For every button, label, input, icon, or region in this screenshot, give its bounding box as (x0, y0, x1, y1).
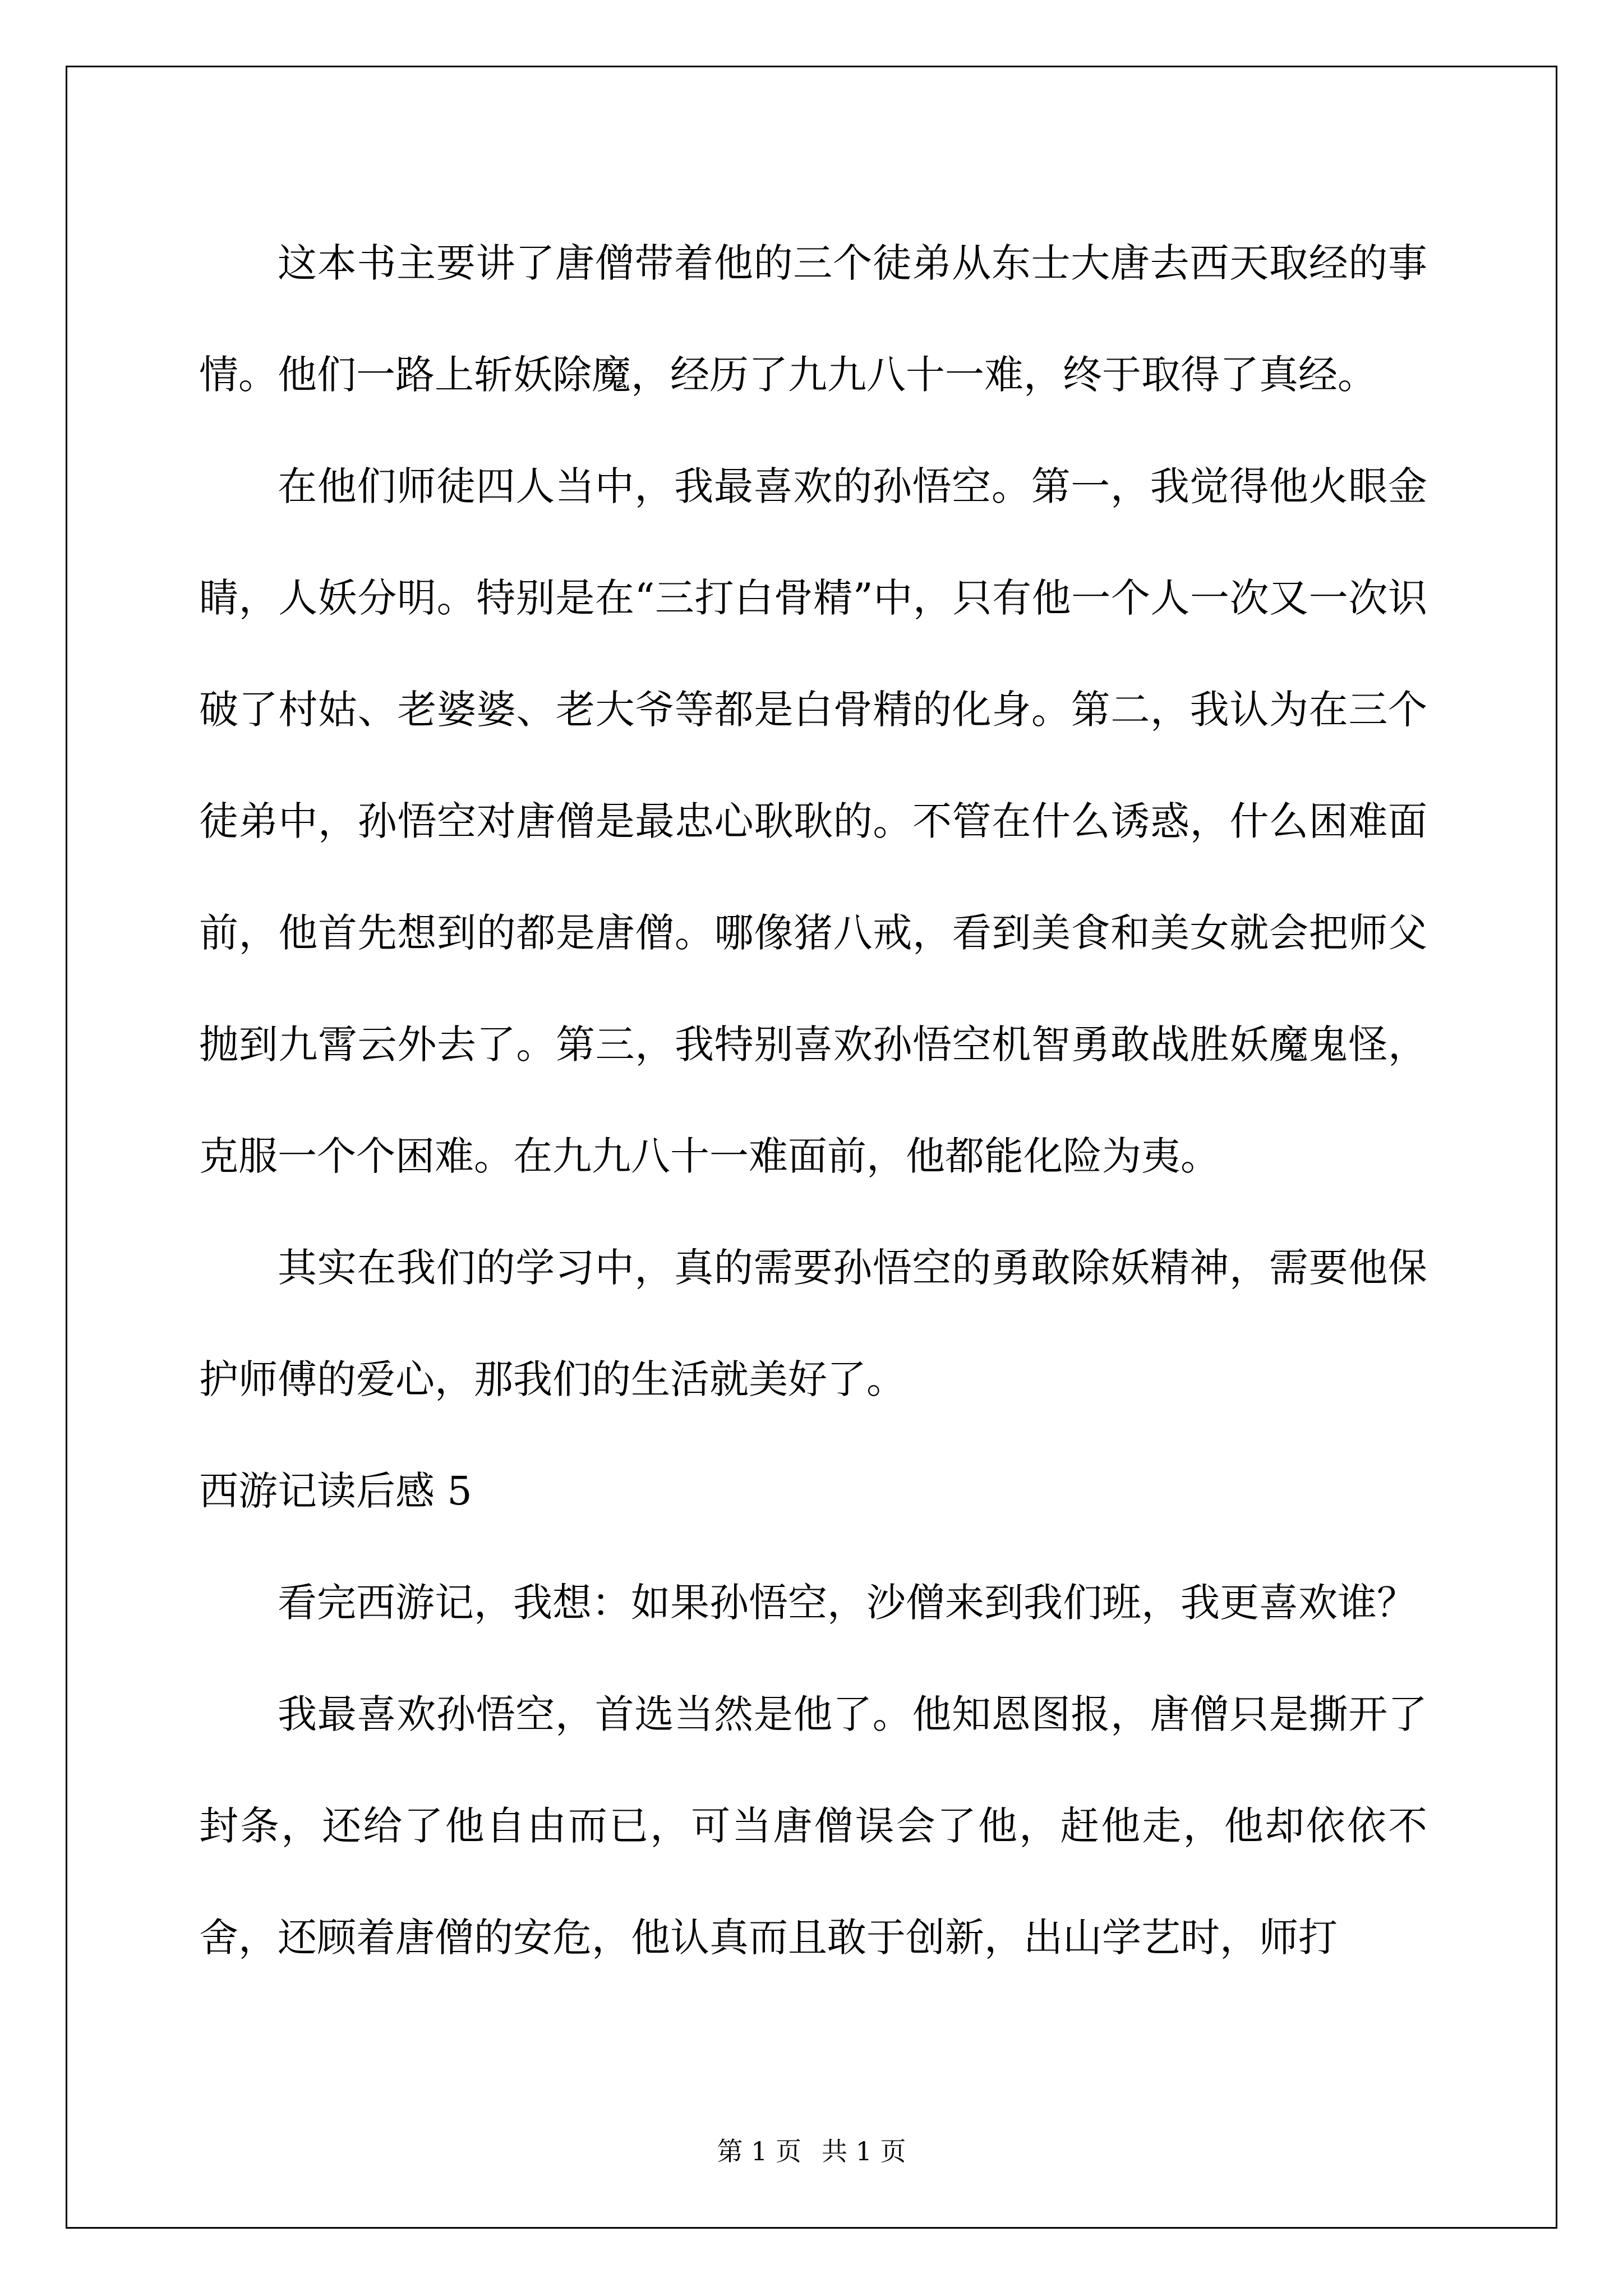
paragraph: 我最喜欢孙悟空，首选当然是他了。他知恩图报，唐僧只是撕开了封条，还给了他自由而已，可当唐僧误会了他，赶他走，他却依依不舍，还顾着唐僧的安危，他认真而且敢于创新，出山学艺时，师打 (199, 1691, 1427, 1961)
page-number: 第 1 页 (717, 2136, 801, 2166)
section-title: 西游记读后感 5 (199, 1468, 472, 1514)
paragraph: 看完西游记，我想：如果孙悟空，沙僧来到我们班，我更喜欢谁？ (278, 1580, 1416, 1626)
paragraph: 在他们师徒四人当中，我最喜欢的孙悟空。第一，我觉得他火眼金睛，人妖分明。特别是在“三打白骨精”中，只有他一个人一次又一次识破了村姑、老婆婆、老大爷等都是白骨精的化身。第二，我认为在三个徒弟中，孙悟空对唐僧是最忠心耿耿的。不管在什么诱惑，什么困难面前，他首先想到的都是唐僧。哪像猪八戒，看到美食和美女就会把师父抛到九霄云外去了。第三，我特别喜欢孙悟空机智勇敢战胜妖魔鬼怪，克服一个个困难。在九九八十一难面前，他都能化险为夷。 (199, 463, 1427, 1179)
page-total: 共 1 页 (822, 2136, 906, 2166)
page-footer (0, 2134, 1623, 2168)
paragraph: 这本书主要讲了唐僧带着他的三个徒弟从东士大唐去西天取经的事情。他们一路上斩妖除魔，经历了九九八十一难，终于取得了真经。 (199, 240, 1427, 398)
document-body (199, 208, 1427, 1994)
paragraph: 其实在我们的学习中，真的需要孙悟空的勇敢除妖精神，需要他保护师傅的爱心，那我们的生活就美好了。 (199, 1245, 1427, 1402)
